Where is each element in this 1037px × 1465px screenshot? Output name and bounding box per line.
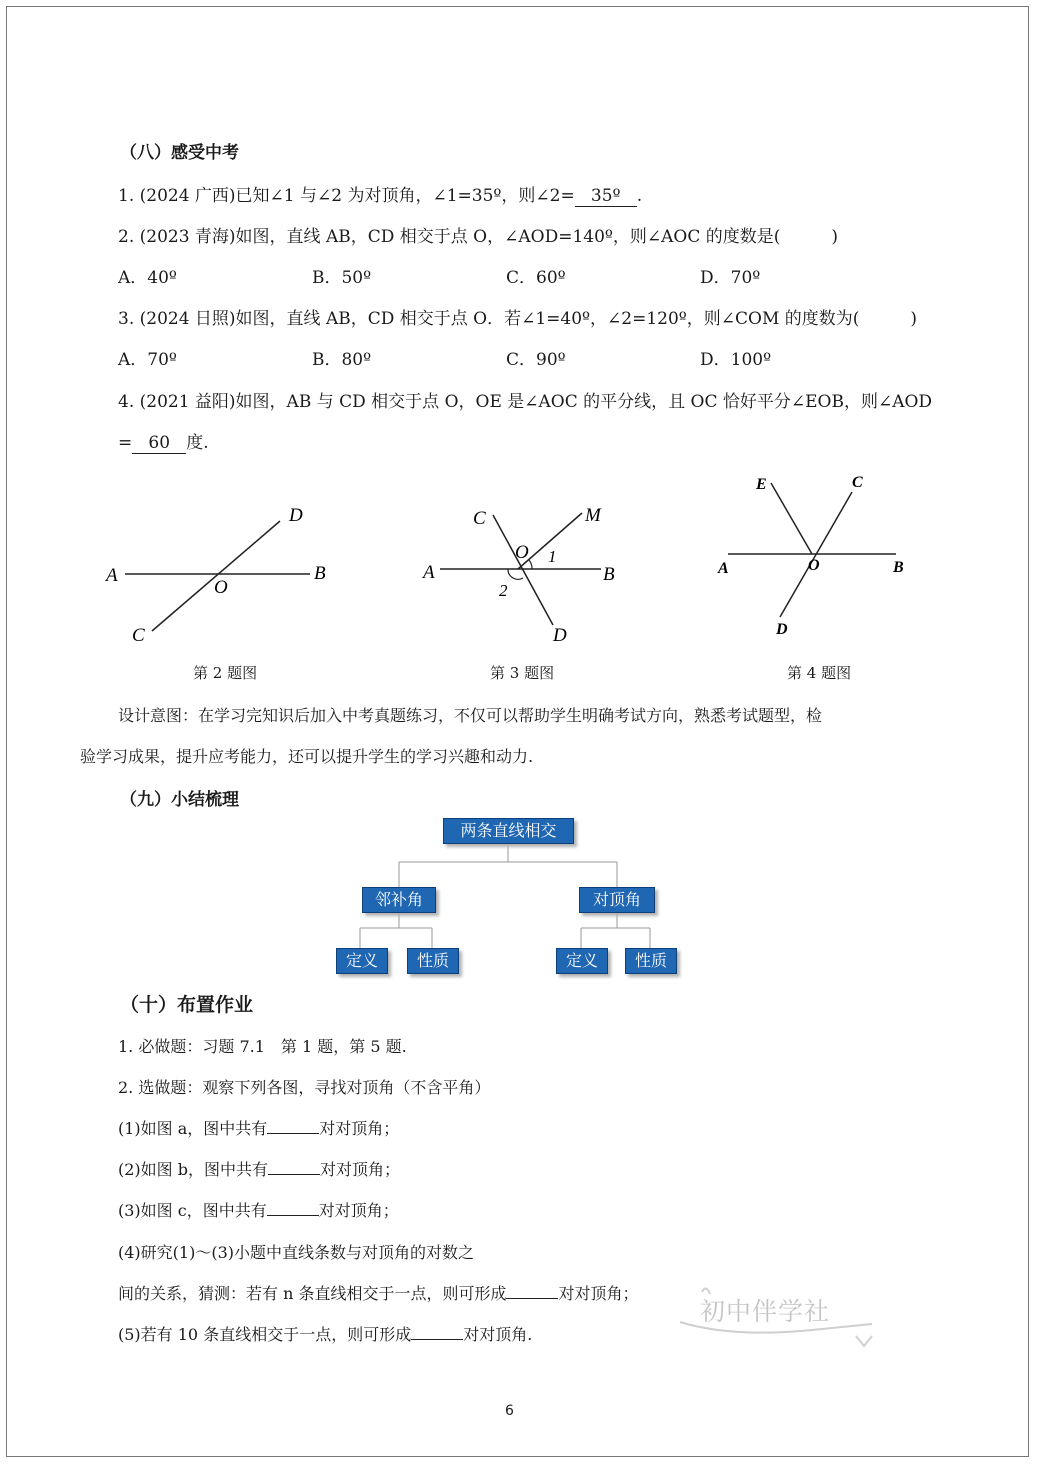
line-cd [152,521,280,631]
question-3-text: 3. (2024 日照)如图，直线 AB，CD 相交于点 O．若∠1=40º，∠2=120º，则∠COM 的度数为( ) [118,309,918,329]
figure-2-caption: 第 2 题图 [193,664,258,682]
point-b-label: B [893,559,904,576]
question-3-option-b: B．80º [312,350,372,370]
question-4-prefix: = [118,433,133,453]
line-cd [493,515,553,625]
question-3-option-c: C．90º [506,350,566,370]
angle-1-arc [529,560,532,569]
point-c-label: C [473,508,486,529]
point-a-label: A [106,565,118,586]
homework-2-sub-4-cont: 间的关系，猜测：若有 n 条直线相交于一点，则可形成 对对顶角； [118,1284,639,1303]
point-d-label: D [289,505,303,526]
mindmap-left-child-1: 定义 [336,948,388,974]
homework-2-sub-1: (1)如图 a，图中共有 对对顶角； [118,1119,400,1138]
answer-blank [268,1160,320,1175]
design-intent-line-1: 设计意图：在学习完知识后加入中考真题练习，不仅可以帮助学生明确考试方向，熟悉考试题型，检 [118,706,823,725]
homework-2: 2. 选做题：观察下列各图，寻找对顶角（不含平角） [118,1078,491,1097]
homework-2-sub-4: (4)研究(1)～(3)小题中直线条数与对顶角的对数之 [118,1243,474,1262]
question-3-option-a: A．70º [118,350,177,370]
question-4-answer-line [118,428,209,454]
section-8-title: （八）感受中考 [120,143,239,163]
point-b-label: B [603,564,615,585]
mindmap-left-child-2: 性质 [407,948,459,974]
mindmap-right-child-2: 性质 [625,948,677,974]
point-b-label: B [314,563,326,584]
question-4-suffix: 度. [186,433,209,453]
point-c-label: C [852,474,863,491]
figure-3-diagram [415,495,630,655]
point-o-label: O [808,557,820,574]
design-intent-line-2: 验学习成果，提升应考能力，还可以提升学生的学习兴趣和动力. [80,747,534,766]
figure-4-caption: 第 4 题图 [787,664,852,682]
point-a-label: A [718,560,729,577]
question-1-answer: 35º [575,188,637,207]
question-1 [118,181,642,207]
point-d-label: D [776,621,788,638]
question-2-option-a: A．40º [118,268,177,288]
watermark-text: 初中伴学社 [700,1297,831,1326]
question-2-option-d: D．70º [700,268,761,288]
homework-2-sub-3: (3)如图 c，图中共有 对对顶角； [118,1201,399,1220]
homework-1: 1. 必做题：习题 7.1 第 1 题，第 5 题. [118,1037,407,1056]
homework-2-sub-2: (2)如图 b，图中共有 对对顶角； [118,1160,401,1179]
question-4-text: 4. (2021 益阳)如图，AB 与 CD 相交于点 O，OE 是∠AOC 的平分线，且 OC 恰好平分∠EOB，则∠AOD [118,392,933,412]
point-o-label: O [214,577,228,598]
answer-blank [506,1284,558,1299]
answer-blank [411,1325,463,1340]
angle-2-label: 2 [499,581,508,600]
watermark-swoosh [672,1280,882,1355]
figure-3-caption: 第 3 题图 [490,664,555,682]
point-a-label: A [423,562,435,583]
question-4-answer: 60 [132,435,186,454]
point-m-label: M [585,505,601,526]
mindmap-right-child-1: 定义 [556,948,608,974]
figure-4-diagram [710,465,920,650]
figure-2-diagram [100,495,340,655]
point-e-label: E [756,476,767,493]
ray-oe [771,483,812,554]
question-1-end: . [636,186,643,206]
section-10-title: （十）布置作业 [120,994,254,1016]
point-d-label: D [553,625,567,646]
homework-2-sub-5: (5)若有 10 条直线相交于一点，则可形成 对对顶角. [118,1325,533,1344]
answer-blank [267,1201,319,1216]
angle-2-arc [508,569,523,579]
point-o-label: O [515,542,529,563]
mindmap-node-left: 邻补角 [362,887,436,913]
question-2-option-c: C．60º [506,268,566,288]
question-3-option-d: D．100º [700,350,772,370]
answer-blank [267,1119,319,1134]
question-2-option-b: B．50º [312,268,372,288]
page-number: 6 [505,1403,514,1419]
mindmap-node-right: 对顶角 [579,887,655,913]
question-1-text: 1. (2024 广西)已知∠1 与∠2 为对顶角，∠1=35º，则∠2= [118,186,575,206]
section-9-title: （九）小结梳理 [120,790,239,810]
mindmap-root: 两条直线相交 [443,818,574,844]
angle-1-label: 1 [548,547,557,566]
question-2-text: 2. (2023 青海)如图，直线 AB，CD 相交于点 O，∠AOD=140º，则∠AOC 的度数是( ) [118,227,839,247]
point-c-label: C [132,625,145,646]
